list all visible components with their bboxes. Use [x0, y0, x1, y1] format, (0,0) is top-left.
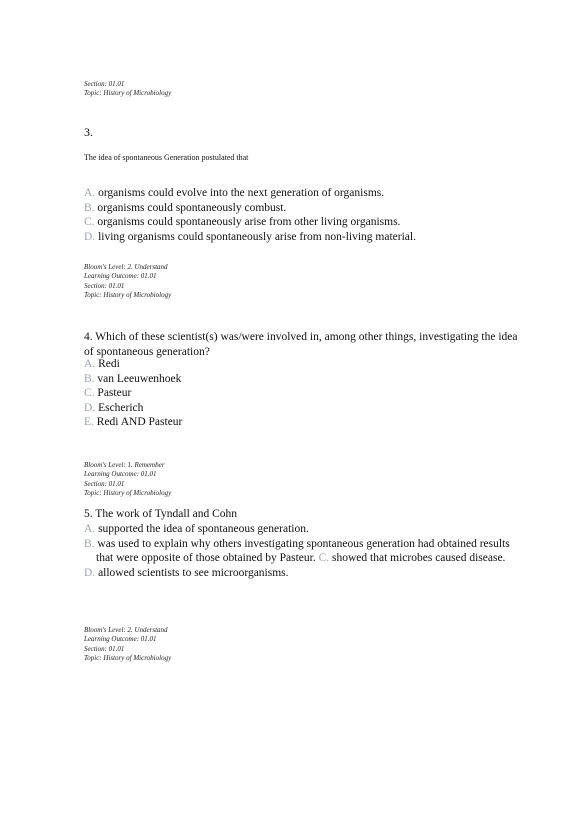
section-label: Section: 01.01: [84, 281, 125, 290]
option-letter: B.: [84, 372, 95, 385]
q4-option-b: [84, 372, 514, 387]
q4-metadata: [84, 461, 171, 498]
learning-outcome: Learning Outcome: 01.01: [84, 635, 157, 644]
q3-metadata: [84, 263, 171, 300]
section-label: Section: 01.01: [84, 80, 125, 88]
option-letter: B.: [84, 201, 95, 214]
option-letter: C.: [318, 552, 330, 565]
option-letter: B.: [84, 537, 95, 550]
option-text: showed that microbes caused disease.: [332, 552, 506, 565]
q4-option-c: [84, 386, 514, 401]
option-letter: D.: [84, 230, 96, 243]
option-letter: A.: [84, 523, 96, 535]
topic-label: Topic: History of Microbiology: [84, 488, 172, 497]
q4-option-a: [84, 357, 514, 372]
option-text: living organisms could spontaneously arise from non-living material.: [98, 230, 416, 243]
option-text: organisms could spontaneously arise from other living organisms.: [97, 216, 401, 229]
q5-stem: 5. The work of Tyndall and Cohn: [84, 508, 238, 520]
option-text: Escherich: [98, 401, 144, 414]
option-text: was used to explain why others investigating spontaneous generation had obtained results that were opposite of those obtained by Pasteur.: [96, 537, 510, 565]
option-text: Redi AND Pasteur: [96, 416, 183, 429]
option-text: Pasteur: [97, 387, 132, 400]
q5-option-b: [84, 537, 514, 566]
q3-options: [84, 186, 514, 244]
learning-outcome: Learning Outcome: 01.01: [84, 272, 157, 281]
q5-option-d: [84, 566, 514, 581]
option-letter: A.: [84, 187, 96, 199]
q3-option-a: [84, 186, 514, 201]
q5-option-a: [84, 522, 514, 537]
option-text: organisms could spontaneously combust.: [97, 201, 287, 214]
q5-metadata: [84, 626, 171, 663]
q4-option-e: [84, 415, 514, 430]
blooms-level: Bloom's Level: 2. Understand: [84, 263, 168, 271]
option-text: Redi: [98, 358, 120, 370]
q3-stem: The idea of spontaneous Generation postulated that: [84, 153, 249, 162]
q3-option-d: [84, 230, 514, 245]
q4-stem: 4. Which of these scientist(s) was/were involved in, among other things, investigating the idea of spontaneous generation?: [84, 331, 518, 358]
option-text: van Leeuwenhoek: [97, 372, 182, 385]
option-letter: D.: [84, 401, 96, 414]
q4-option-d: [84, 401, 514, 416]
option-text: supported the idea of spontaneous generation.: [98, 523, 309, 535]
option-letter: E.: [84, 416, 94, 429]
option-letter: A.: [84, 358, 96, 370]
blooms-level: Bloom's Level: 2. Understand: [84, 626, 168, 634]
q5-options: [84, 522, 514, 580]
section-label: Section: 01.01: [84, 479, 125, 488]
topic-label: Topic: History of Microbiology: [84, 89, 172, 98]
topic-label: Topic: History of Microbiology: [84, 653, 172, 662]
learning-outcome: Learning Outcome: 01.01: [84, 470, 157, 479]
option-letter: C.: [84, 216, 95, 229]
option-text: allowed scientists to see microorganisms.: [98, 566, 289, 579]
q3-number: 3.: [84, 125, 93, 139]
option-letter: C.: [84, 387, 95, 400]
q2-metadata: [84, 80, 171, 99]
option-letter: D.: [84, 566, 96, 579]
q4-options: [84, 357, 514, 430]
option-text: organisms could evolve into the next generation of organisms.: [98, 187, 385, 199]
section-label: Section: 01.01: [84, 644, 125, 653]
blooms-level: Bloom's Level: 1. Remember: [84, 461, 165, 469]
q3-option-c: [84, 215, 514, 230]
q3-option-b: [84, 201, 514, 216]
topic-label: Topic: History of Microbiology: [84, 290, 172, 299]
